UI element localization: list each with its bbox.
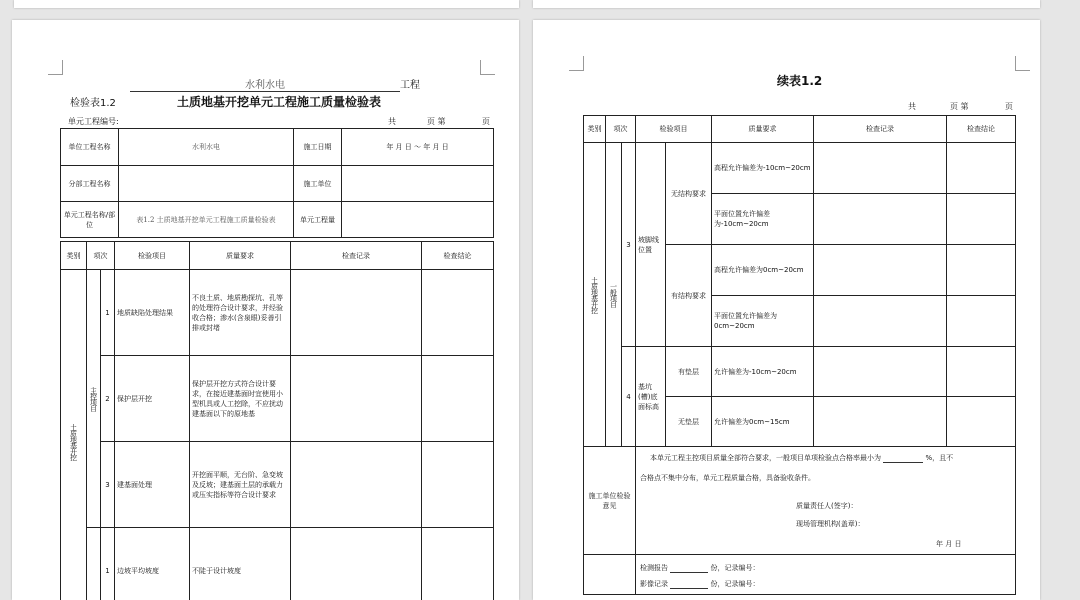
- row-record: [814, 397, 947, 447]
- header-quality-req: 质量要求: [712, 116, 814, 143]
- row-record: [814, 143, 947, 194]
- project-suffix: 工程: [400, 76, 420, 91]
- opinion-line1-a: 本单元工程主控项目质量全部符合要求，一般项目单项检验点合格率最小为: [650, 454, 881, 462]
- pass-rate-blank: [883, 454, 923, 463]
- info-table: [60, 128, 494, 238]
- row-req: 高程允许偏差为-10cm~20cm: [712, 143, 814, 194]
- opinion-line2: 合格点不集中分布，单元工程质量合格，具备验收条件。: [640, 473, 815, 483]
- general-group-cell: [87, 528, 101, 600]
- row-conclusion: [422, 270, 494, 356]
- record-tail: 份，记录编号：: [710, 580, 759, 588]
- site-org-label: 现场管理机构(盖章)：: [796, 519, 864, 529]
- category-cell: 土质地基开挖: [584, 143, 606, 447]
- row-record: [291, 356, 422, 442]
- opinion-row: [584, 447, 1016, 555]
- element-name-label: 单元工程名称/部位: [61, 202, 119, 238]
- row-record: [814, 194, 947, 245]
- item3-no: 3: [622, 143, 636, 347]
- row-req: 不良土质、地质勘探坑、孔等的处理符合设计要求，并经验收合格；渗水(含泉眼)妥善引排或封堵: [190, 270, 291, 356]
- header-check-item: 检验项目: [636, 116, 712, 143]
- record-label: 影像记录: [640, 580, 668, 588]
- row-conclusion: [947, 347, 1016, 397]
- sub-project-value: [119, 166, 294, 202]
- document-page-left: [12, 20, 519, 600]
- table-row: [584, 143, 1016, 194]
- table-row: [61, 442, 494, 528]
- row-req: 高程允许偏差为0cm~20cm: [712, 245, 814, 296]
- row-conclusion: [947, 397, 1016, 447]
- pages-total: 共: [388, 116, 396, 127]
- header-category: 类别: [584, 116, 606, 143]
- unit-project-name-value: 水利水电: [119, 129, 294, 166]
- header-category: 类别: [61, 242, 87, 270]
- previous-page-right: [533, 0, 1040, 8]
- report-row: [584, 555, 1016, 595]
- row-record: [814, 296, 947, 347]
- report-count-blank: [670, 564, 708, 573]
- table-row: [61, 356, 494, 442]
- opinion-content: [636, 447, 1016, 555]
- project-name: 水利水电: [130, 76, 400, 92]
- quality-person-label: 质量责任人(签字)：: [796, 501, 857, 511]
- unit-number-label: 单元工程编号:: [68, 116, 119, 127]
- pages-page: 页: [482, 116, 490, 127]
- header-quality-req: 质量要求: [190, 242, 291, 270]
- pages-sheet: 页 第: [427, 116, 446, 127]
- report-label: 检测报告: [640, 564, 668, 572]
- row-record: [291, 442, 422, 528]
- row-no: 1: [101, 270, 115, 356]
- item4-no: 4: [622, 347, 636, 447]
- item3-no-struct: 无结构要求: [666, 143, 712, 245]
- margin-corner-mark: [48, 60, 63, 75]
- row-req: 不陡于设计坡度: [190, 528, 291, 600]
- header-item-no: 项次: [87, 242, 115, 270]
- start-date-value: 年 月 日 ～ 年 月 日: [342, 129, 494, 166]
- row-req: 开挖面平顺，无台阶、急变坡及反坡；建基面土层的承载力或压实指标等符合设计要求: [190, 442, 291, 528]
- previous-page-left: [14, 0, 519, 8]
- row-record: [814, 245, 947, 296]
- row-req: 平面位置允许偏差为-10cm~20cm: [712, 194, 814, 245]
- row-no: 2: [101, 356, 115, 442]
- continued-inspection-table: [583, 115, 1016, 595]
- row-item: 地质缺陷处理结果: [115, 270, 190, 356]
- row-item: 保护层开挖: [115, 356, 190, 442]
- pages-page: 页: [1005, 101, 1013, 112]
- row-record: [291, 528, 422, 600]
- date-line: 年 月 日: [936, 539, 961, 549]
- margin-corner-mark: [569, 56, 584, 71]
- table-row: [584, 347, 1016, 397]
- row-record: [291, 270, 422, 356]
- general-group-cell: 一般项目: [606, 143, 622, 447]
- inspection-table: [60, 241, 494, 600]
- row-conclusion: [947, 194, 1016, 245]
- row-conclusion: [947, 296, 1016, 347]
- row-no: 3: [101, 442, 115, 528]
- constructor-value: [342, 166, 494, 202]
- element-qty-label: 单元工程量: [294, 202, 342, 238]
- header-conclusion: 检查结论: [947, 116, 1016, 143]
- record-count-blank: [670, 580, 708, 589]
- row-req: 平面位置允许偏差为0cm~20cm: [712, 296, 814, 347]
- item3-name: 坡脚线位置: [636, 143, 666, 347]
- row-conclusion: [422, 356, 494, 442]
- table-row: [61, 270, 494, 356]
- row-no: 1: [101, 528, 115, 600]
- item3-with-struct: 有结构要求: [666, 245, 712, 347]
- report-tail: 份，记录编号：: [710, 564, 759, 572]
- category-cell: 土质地基开挖: [61, 270, 87, 600]
- row-req: 允许偏差为0cm~15cm: [712, 397, 814, 447]
- item4-name: 基坑(槽)底面标高: [636, 347, 666, 447]
- row-req: 允许偏差为-10cm~20cm: [712, 347, 814, 397]
- header-check-item: 检验项目: [115, 242, 190, 270]
- pages-sheet: 页 第: [950, 101, 969, 112]
- element-qty-value: [342, 202, 494, 238]
- row-item: 边坡平均坡度: [115, 528, 190, 600]
- row-record: [814, 347, 947, 397]
- item4-no-cushion: 无垫层: [666, 397, 712, 447]
- row-conclusion: [422, 528, 494, 600]
- row-conclusion: [422, 442, 494, 528]
- header-record: 检查记录: [291, 242, 422, 270]
- row-req: 保护层开挖方式符合设计要求，在接近建基面时宜使用小型机具或人工挖除，不应扰动建基面以下的原地基: [190, 356, 291, 442]
- margin-corner-mark: [1015, 56, 1030, 71]
- pages-total: 共: [908, 101, 916, 112]
- report-label-cell: [584, 555, 636, 595]
- opinion-label: 施工单位检验意见: [584, 447, 636, 555]
- element-name-value: 表1.2 土质地基开挖单元工程施工质量检验表: [119, 202, 294, 238]
- form-title: 土质地基开挖单元工程施工质量检验表: [177, 93, 381, 110]
- header-item-no: 项次: [606, 116, 636, 143]
- start-date-label: 施工日期: [294, 129, 342, 166]
- row-conclusion: [947, 143, 1016, 194]
- row-item: 建基面处理: [115, 442, 190, 528]
- row-conclusion: [947, 245, 1016, 296]
- constructor-label: 施工单位: [294, 166, 342, 202]
- header-conclusion: 检查结论: [422, 242, 494, 270]
- form-code: 检验表1.2: [70, 94, 116, 109]
- opinion-line1-b: %，且不: [925, 454, 953, 462]
- continued-title: 续表1.2: [777, 72, 822, 89]
- margin-corner-mark: [480, 60, 495, 75]
- table-row: [61, 528, 494, 600]
- main-group-cell: 主控项目: [87, 270, 101, 528]
- sub-project-label: 分部工程名称: [61, 166, 119, 202]
- report-content: [636, 555, 1016, 595]
- document-page-right: [533, 20, 1040, 600]
- item4-cushion: 有垫层: [666, 347, 712, 397]
- unit-project-name-label: 单位工程名称: [61, 129, 119, 166]
- header-record: 检查记录: [814, 116, 947, 143]
